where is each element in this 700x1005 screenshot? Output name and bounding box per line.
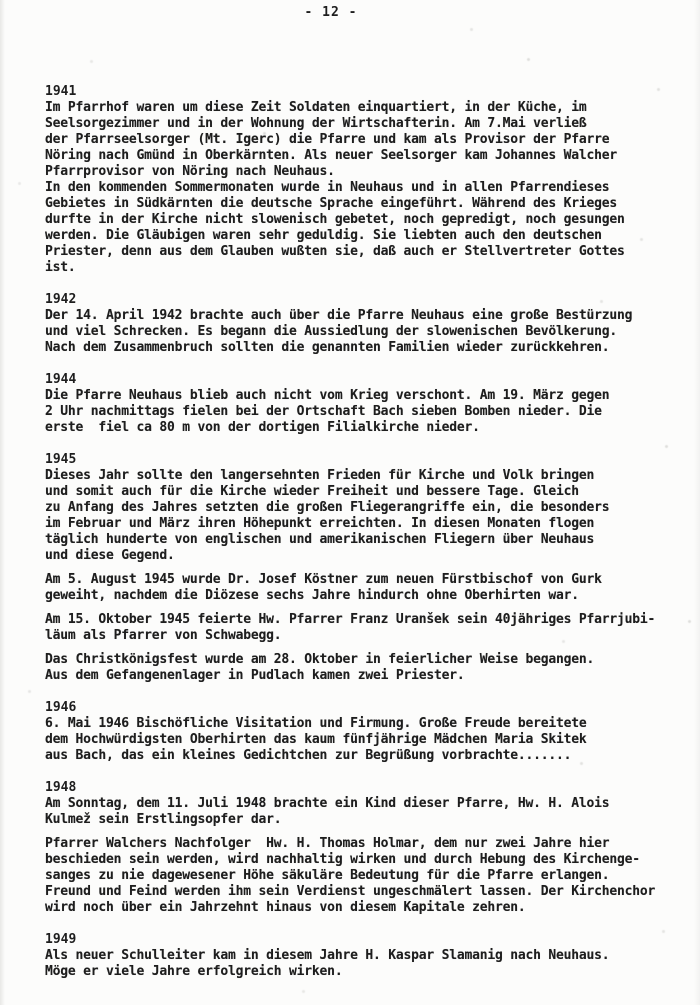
text-line: wird noch über ein Jahrzehnt hinaus von diesem Kapitale zehren. — [45, 900, 526, 915]
text-line: 6. Mai 1946 Bischöfliche Visitation und Firmung. Große Freude bereitete — [45, 716, 587, 731]
text-line: Pfarrer Walchers Nachfolger Hw. H. Thomas Holmar, dem nur zwei Jahre hier — [45, 836, 610, 851]
year-section-1942 — [45, 292, 688, 356]
text-line: durfte in der Kirche nicht slowenisch gebetet, noch gepredigt, noch gesungen — [45, 212, 625, 227]
text-line: Am 15. Oktober 1945 feierte Hw. Pfarrer Franz Uranšek sein 40jähriges Pfarrjubi- — [45, 612, 656, 627]
text-line: ist. — [45, 260, 76, 275]
text-line: zu Anfang des Jahres setzten die großen Fliegerangriffe ein, die besonders — [45, 500, 610, 515]
text-line: läum als Pfarrer von Schwabegg. — [45, 628, 282, 643]
text-line: Am Sonntag, dem 11. Juli 1948 brachte ein Kind dieser Pfarre, Hw. H. Alois — [45, 796, 610, 811]
paragraph — [45, 948, 688, 980]
text-line: dem Hochwürdigsten Oberhirten das kaum fünfjährige Mädchen Maria Skitek — [45, 732, 587, 747]
year-heading: 1949 — [45, 932, 77, 947]
year-heading: 1942 — [45, 292, 77, 307]
text-line: beschieden sein werden, wird nachhaltig wirken und durch Hebung des Kirchenge- — [45, 852, 640, 867]
text-line: Nöring nach Gmünd in Oberkärnten. Als neuer Seelsorger kam Johannes Walcher — [45, 148, 617, 163]
paragraph — [45, 308, 688, 356]
text-line: sanges zu nie dagewesener Höhe säkuläre Bedeutung für die Pfarre erlangen. — [45, 868, 610, 883]
text-line: und viel Schrecken. Es begann die Aussiedlung der slowenischen Bevölkerung. — [45, 324, 617, 339]
paragraph — [45, 100, 688, 276]
document-body — [45, 84, 688, 980]
year-heading: 1946 — [45, 700, 77, 715]
paragraph — [45, 836, 688, 916]
year-section-1941 — [45, 84, 688, 276]
text-line: Seelsorgezimmer und in der Wohnung der Wirtschafterin. Am 7.Mai verließ — [45, 116, 587, 131]
text-line: Gebietes in Südkärnten die deutsche Sprache eingeführt. Während des Krieges — [45, 196, 617, 211]
text-line: Im Pfarrhof waren um diese Zeit Soldaten einquartiert, in der Küche, im — [45, 100, 587, 115]
text-line: Freund und Feind werden ihm sein Verdienst ungeschmälert lassen. Der Kirchenchor — [45, 884, 656, 899]
text-line: aus Bach, das ein kleines Gedichtchen zur Begrüßung vorbrachte....... — [45, 748, 572, 763]
year-section-1944 — [45, 372, 688, 436]
text-line: Am 5. August 1945 wurde Dr. Josef Köstner zum neuen Fürstbischof von Gurk — [45, 572, 602, 587]
paragraph — [45, 572, 688, 604]
text-line: Kulmež sein Erstlingsopfer dar. — [45, 812, 282, 827]
text-line: Aus dem Gefangenenlager in Pudlach kamen zwei Priester. — [45, 668, 465, 683]
text-line: 2 Uhr nachmittags fielen bei der Ortschaft Bach sieben Bomben nieder. Die — [45, 404, 602, 419]
paragraph — [45, 796, 688, 828]
text-line: Pfarrprovisor von Nöring nach Neuhaus. — [45, 164, 335, 179]
paragraph — [45, 388, 688, 436]
year-section-1946 — [45, 700, 688, 764]
text-line: Nach dem Zusammenbruch sollten die genannten Familien wieder zurückkehren. — [45, 340, 610, 355]
text-line: Der 14. April 1942 brachte auch über die Pfarre Neuhaus eine große Bestürzung — [45, 308, 633, 323]
text-line: Die Pfarre Neuhaus blieb auch nicht vom Krieg verschont. Am 19. März gegen — [45, 388, 610, 403]
year-heading: 1945 — [45, 452, 77, 467]
year-section-1948 — [45, 780, 688, 916]
year-heading: 1948 — [45, 780, 77, 795]
text-line: geweiht, nachdem die Diözese sechs Jahre hindurch ohne Oberhirten war. — [45, 588, 579, 603]
text-line: und somit auch für die Kirche wieder Freiheit und bessere Tage. Gleich — [45, 484, 579, 499]
text-line: im Februar und März ihren Höhepunkt erreichten. In diesen Monaten flogen — [45, 516, 595, 531]
year-section-1949 — [45, 932, 688, 980]
text-line: und diese Gegend. — [45, 548, 175, 563]
text-line: Dieses Jahr sollte den langersehnten Frieden für Kirche und Volk bringen — [45, 468, 595, 483]
page-number: - 12 - — [304, 5, 358, 20]
paragraph — [45, 612, 688, 644]
paragraph — [45, 468, 688, 564]
text-line: erste fiel ca 80 m von der dortigen Filialkirche nieder. — [45, 420, 480, 435]
text-line: Das Christkönigsfest wurde am 28. Oktober in feierlicher Weise begangen. — [45, 652, 595, 667]
year-heading: 1941 — [45, 84, 77, 99]
text-line: Als neuer Schulleiter kam in diesem Jahre H. Kaspar Slamanig nach Neuhaus. — [45, 948, 610, 963]
text-line: täglich hunderte von englischen und amerikanischen Fliegern über Neuhaus — [45, 532, 595, 547]
text-line: werden. Die Gläubigen waren sehr geduldig. Sie liebten auch den deutschen — [45, 228, 602, 243]
paragraph — [45, 716, 688, 764]
paragraph — [45, 652, 688, 684]
year-section-1945 — [45, 452, 688, 684]
text-line: Priester, denn aus dem Glauben wußten sie, daß auch er Stellvertreter Gottes — [45, 244, 625, 259]
text-line: Möge er viele Jahre erfolgreich wirken. — [45, 964, 343, 979]
text-line: In den kommenden Sommermonaten wurde in Neuhaus und in allen Pfarrendieses — [45, 180, 610, 195]
year-heading: 1944 — [45, 372, 77, 387]
text-line: der Pfarrseelsorger (Mt. Igerc) die Pfarre und kam als Provisor der Pfarre — [45, 132, 610, 147]
